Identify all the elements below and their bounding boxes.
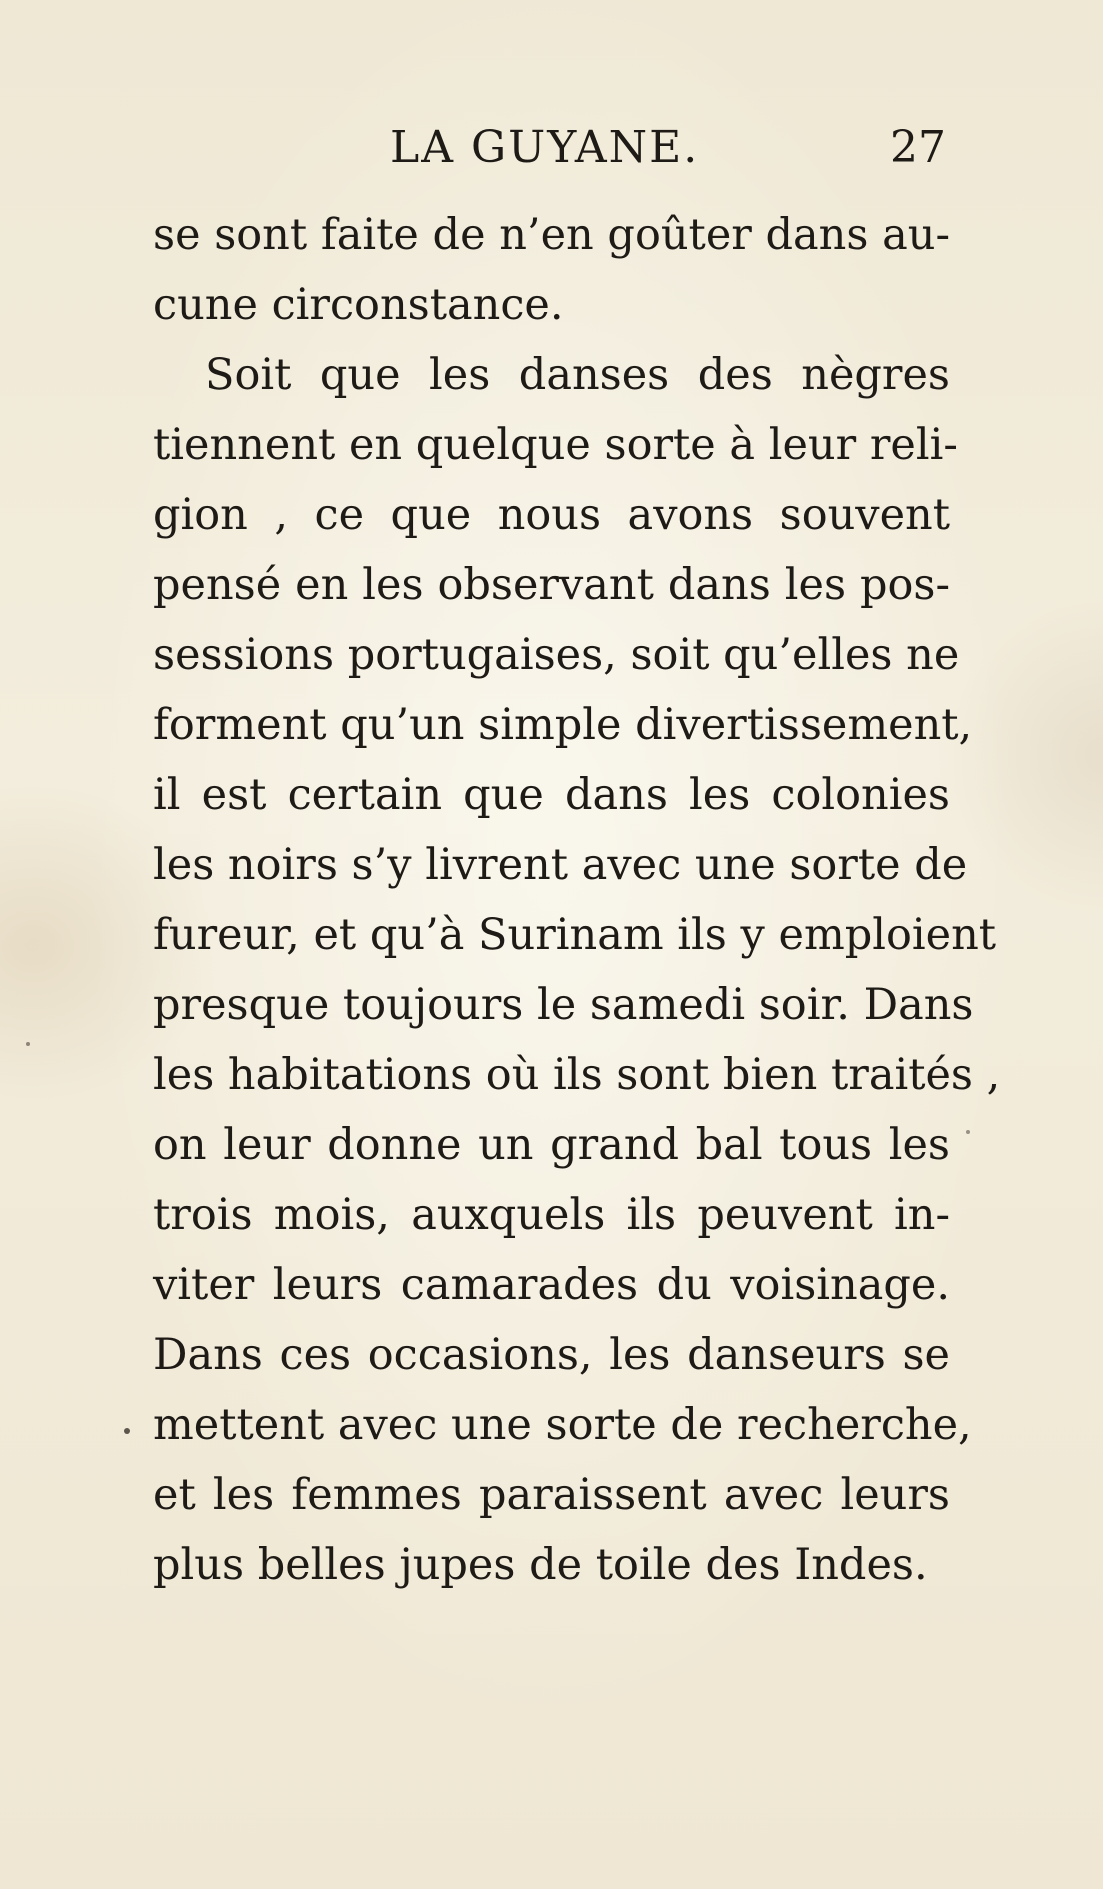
text-line: il est certain que dans les colonies bbox=[153, 770, 950, 820]
ink-speck bbox=[124, 1428, 130, 1434]
text-line: pensé en les observant dans les pos- bbox=[153, 560, 950, 610]
ink-speck bbox=[26, 1042, 30, 1046]
text-line: cune circonstance. bbox=[153, 280, 564, 330]
text-line: trois mois, auxquels ils peuvent in- bbox=[153, 1190, 950, 1240]
text-line: viter leurs camarades du voisinage. bbox=[153, 1260, 950, 1310]
text-line: gion , ce que nous avons souvent bbox=[153, 490, 950, 540]
text-line: sessions portugaises, soit qu’elles ne bbox=[153, 630, 960, 680]
text-line: presque toujours le samedi soir. Dans bbox=[153, 980, 974, 1030]
text-line: se sont faite de n’en goûter dans au- bbox=[153, 210, 950, 260]
running-title: LA GUYANE. bbox=[390, 122, 700, 173]
page-number: 27 bbox=[890, 122, 946, 173]
body-text bbox=[153, 200, 1001, 1600]
text-line: on leur donne un grand bal tous les bbox=[153, 1120, 950, 1170]
text-line: mettent avec une sorte de recherche, bbox=[153, 1400, 972, 1450]
text-line: et les femmes paraissent avec leurs bbox=[153, 1470, 950, 1520]
text-line: les habitations où ils sont bien traités , bbox=[153, 1050, 1001, 1100]
text-line: plus belles jupes de toile des Indes. bbox=[153, 1540, 928, 1590]
text-line: Soit que les danses des nègres bbox=[205, 350, 950, 400]
text-line: les noirs s’y livrent avec une sorte de bbox=[153, 840, 968, 890]
text-line: fureur, et qu’à Surinam ils y emploient bbox=[153, 910, 997, 960]
page-header bbox=[0, 118, 1103, 178]
text-line: tiennent en quelque sorte à leur reli- bbox=[153, 420, 958, 470]
text-line: Dans ces occasions, les danseurs se bbox=[153, 1330, 950, 1380]
text-line: forment qu’un simple divertissement, bbox=[153, 700, 973, 750]
ink-speck bbox=[966, 1130, 970, 1134]
